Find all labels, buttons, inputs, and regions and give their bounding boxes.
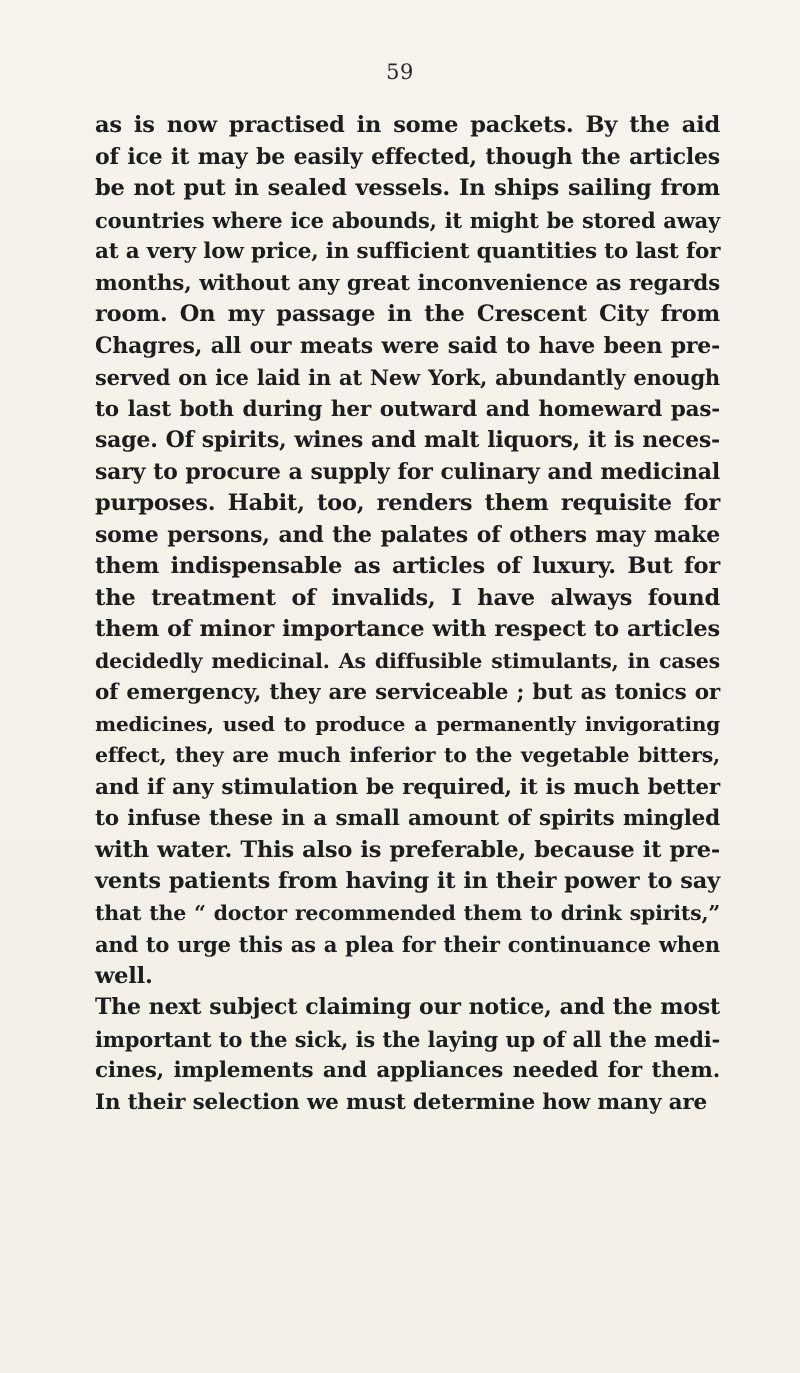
text-line: countries where ice abounds, it might be stored away [95, 207, 720, 233]
text-line: vents patients from having it in their power to say [95, 868, 720, 894]
text-line: Chagres, all our meats were said to have been pre- [95, 332, 720, 359]
text-line: that the “ doctor recommended them to drink spirits,” [95, 900, 720, 925]
text-line: effect, they are much inferior to the vegetable bitters, [95, 743, 720, 767]
text-line: room. On my passage in the Crescent City from [95, 301, 720, 327]
text-line: served on ice laid in at New York, abundantly enough [95, 365, 720, 390]
text-line: of emergency, they are serviceable ; but as tonics or [95, 680, 720, 705]
text-line: the treatment of invalids, I have always found [95, 584, 720, 611]
text-line: sary to procure a supply for culinary and medicinal [95, 458, 720, 485]
text-line: with water. This also is preferable, because it pre- [95, 836, 720, 863]
text-line: sage. Of spirits, wines and malt liquors, it is neces- [95, 427, 720, 453]
text-line: them of minor importance with respect to articles [95, 616, 720, 642]
text-line: to infuse these in a small amount of spirits mingled [95, 806, 720, 831]
text-line: be not put in sealed vessels. In ships sailing from [95, 175, 720, 201]
text-line: decidedly medicinal. As diffusible stimulants, in cases [95, 648, 720, 673]
text-line: cines, implements and appliances needed for them. [95, 1058, 720, 1083]
text-line: at a very low price, in sufficient quantities to last for [95, 239, 721, 264]
page-number: 59 [386, 60, 414, 84]
text-line: important to the sick, is the laying up of all the medi- [95, 1026, 720, 1052]
text-line: months, without any great inconvenience as regards [95, 270, 720, 296]
text-line: of ice it may be easily effected, though the articles [95, 143, 720, 170]
text-line: to last both during her outward and homeward pas- [95, 396, 720, 422]
text-line: some persons, and the palates of others may make [95, 521, 720, 548]
text-line: medicines, used to produce a permanently invigorating [95, 711, 720, 736]
text-line: The next subject claiming our notice, and the most [95, 994, 720, 1020]
text-line: well. [95, 962, 153, 989]
text-line: as is now practised in some packets. By the aid [95, 112, 720, 138]
text-line: and to urge this as a plea for their continuance when [95, 932, 720, 957]
text-line: In their selection we must determine how many are [95, 1089, 707, 1115]
text-line: purposes. Habit, too, renders them requisite for [95, 490, 720, 516]
body-text [95, 110, 720, 1118]
text-line: them indispensable as articles of luxury. But for [95, 553, 720, 579]
text-line: and if any stimulation be required, it is much better [95, 774, 720, 800]
